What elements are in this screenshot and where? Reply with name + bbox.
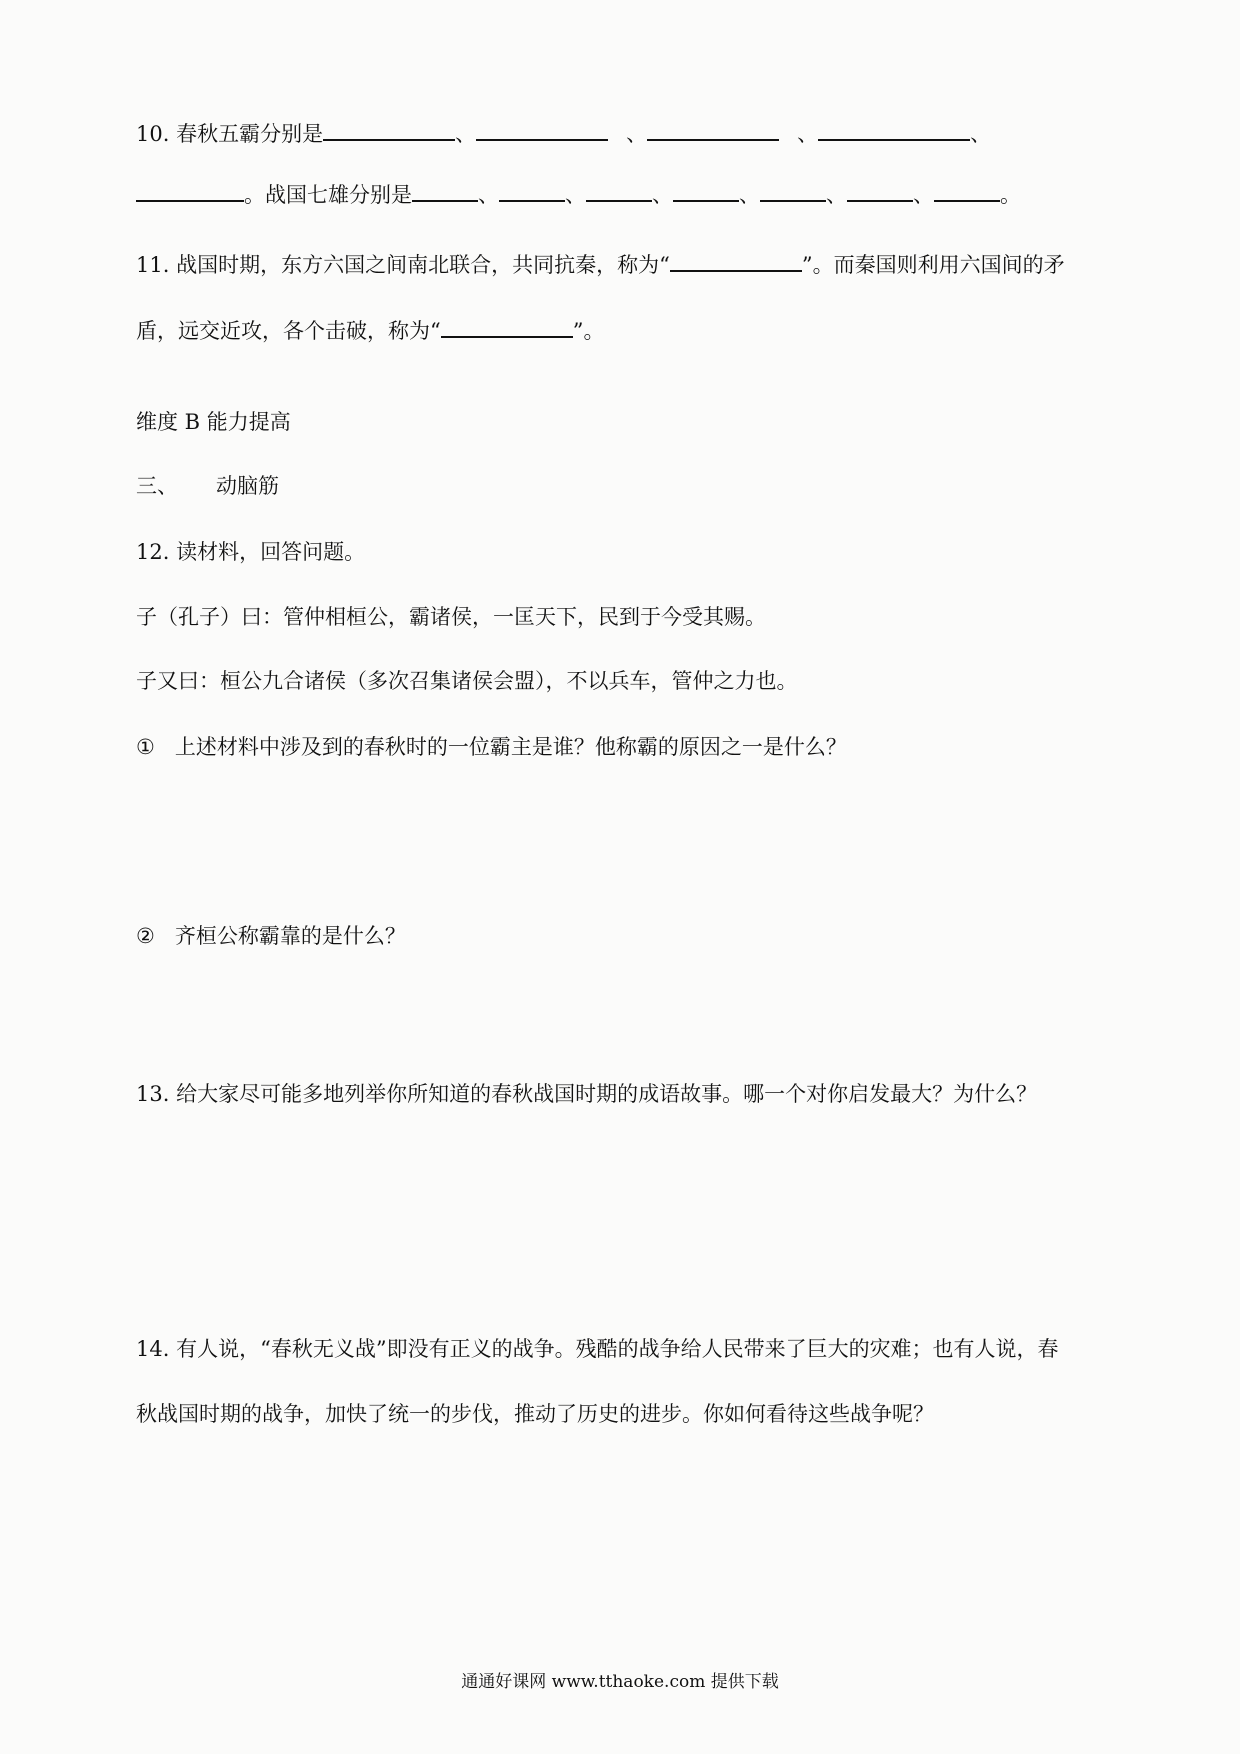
q11-line1 (136, 250, 1065, 279)
q12-number: 12. (136, 540, 170, 564)
q14-line2: 秋战国时期的战争，加快了统一的步伐，推动了历史的进步。你如何看待这些战争呢？ (136, 1402, 934, 1426)
separator: 、 (970, 122, 992, 146)
q13-number: 13. (136, 1082, 170, 1106)
q11-line2 (136, 316, 605, 345)
section-3-heading (136, 472, 279, 500)
q10-line1 (136, 119, 991, 148)
q13-text: 给大家尽可能多地列举你所知道的春秋战国时期的成语故事。哪一个对你启发最大？为什么？ (176, 1082, 1038, 1106)
separator: 、 (826, 183, 847, 207)
answer-blank[interactable] (647, 119, 779, 141)
answer-blank[interactable] (934, 180, 1000, 202)
answer-blank[interactable] (499, 180, 565, 202)
answer-blank[interactable] (670, 250, 802, 272)
circled-number-2: ② (136, 924, 155, 948)
answer-blank[interactable] (847, 180, 913, 202)
period: 。 (1000, 183, 1021, 207)
separator: 、 (478, 183, 499, 207)
separator: 、 (739, 183, 760, 207)
q11-number: 11. (136, 253, 170, 277)
answer-blank[interactable] (441, 316, 573, 338)
answer-blank[interactable] (323, 119, 455, 141)
section-b-heading: 维度 B 能力提高 (136, 410, 291, 434)
q12-material-2: 子又曰：桓公九合诸侯（多次召集诸侯会盟），不以兵车，管仲之力也。 (136, 669, 798, 693)
q14-line1-text: 有人说，“春秋无义战”即没有正义的战争。残酷的战争给人民带来了巨大的灾难；也有人说，春 (176, 1337, 1059, 1361)
separator: 、 (797, 122, 819, 146)
q14-line1 (136, 1335, 1059, 1363)
q13 (136, 1080, 1037, 1108)
q11-part3: 盾，远交近攻，各个击破，称为“ (136, 319, 441, 343)
answer-blank[interactable] (412, 180, 478, 202)
answer-blank[interactable] (760, 180, 826, 202)
separator: 、 (913, 183, 934, 207)
q12-sub2-text: 齐桓公称霸靠的是什么？ (174, 924, 406, 948)
q10-stem2: 。战国七雄分别是 (244, 183, 412, 207)
answer-blank[interactable] (586, 180, 652, 202)
q12-material-1: 子（孔子）曰：管仲相桓公，霸诸侯，一匡天下，民到于今受其赐。 (136, 605, 766, 629)
separator: 、 (565, 183, 586, 207)
answer-blank[interactable] (818, 119, 970, 141)
separator: 、 (455, 122, 477, 146)
q14-number: 14. (136, 1337, 170, 1361)
section-title: 动脑筋 (216, 474, 279, 498)
q12-intro-text: 读材料，回答问题。 (176, 540, 366, 564)
q12-sub1-text: 上述材料中涉及到的春秋时的一位霸主是谁？他称霸的原因之一是什么？ (174, 735, 847, 759)
q10-number: 10. (136, 122, 170, 146)
separator: 、 (652, 183, 673, 207)
q12-subquestion-2 (136, 922, 406, 950)
q11-part2: ”。而秦国则利用六国间的矛 (801, 253, 1065, 277)
q12-intro (136, 538, 365, 566)
q11-part4: ”。 (572, 319, 605, 343)
answer-blank[interactable] (673, 180, 739, 202)
q11-part1: 战国时期，东方六国之间南北联合，共同抗秦，称为“ (176, 253, 670, 277)
answer-blank[interactable] (476, 119, 608, 141)
section-number: 三、 (136, 474, 178, 498)
q12-subquestion-1 (136, 733, 847, 761)
answer-blank[interactable] (136, 180, 244, 202)
q10-line2 (136, 180, 1021, 209)
q10-stem: 春秋五霸分别是 (176, 122, 324, 146)
separator: 、 (626, 122, 648, 146)
footer: 通通好课网 www.tthaoke.com 提供下载 (461, 1672, 779, 1692)
circled-number-1: ① (136, 735, 155, 759)
